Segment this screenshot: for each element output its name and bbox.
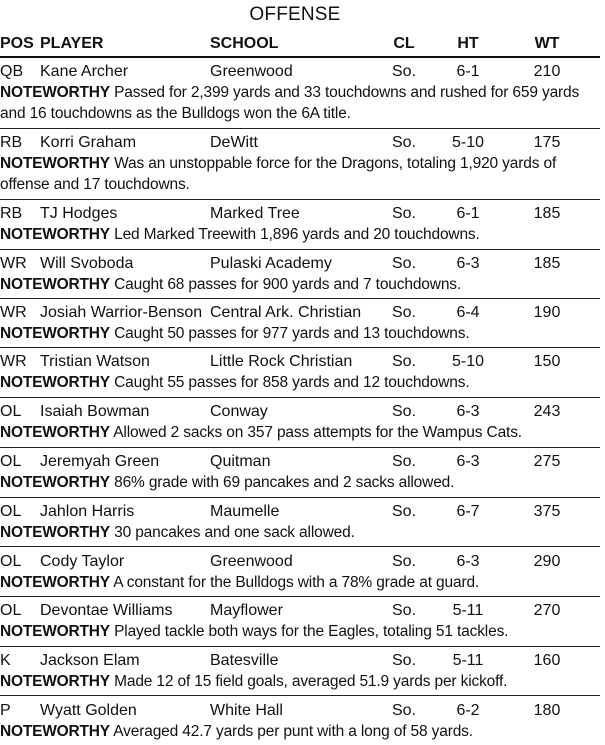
row-divider	[0, 646, 600, 647]
player-row	[0, 351, 600, 373]
note-text: Played tackle both ways for the Eagles, totaling 51 tackles.	[109, 623, 509, 640]
player-school: White Hall	[210, 702, 283, 719]
player-row	[0, 401, 600, 423]
noteworthy-label: NOTEWORTHY	[0, 574, 110, 591]
player-class: So.	[391, 353, 417, 370]
player-note	[0, 572, 604, 593]
player-height: 6-4	[456, 304, 480, 321]
player-note	[0, 621, 604, 642]
player-class: So.	[391, 553, 417, 570]
player-height: 5-10	[451, 353, 485, 370]
player-pos: WR	[0, 353, 27, 370]
column-header-row	[0, 33, 600, 55]
player-row	[0, 700, 600, 722]
player-note	[0, 671, 604, 692]
player-name: Cody Taylor	[40, 553, 125, 570]
noteworthy-label: NOTEWORTHY	[0, 84, 110, 101]
row-divider	[0, 546, 600, 547]
player-name: Josiah Warrior-Benson	[40, 304, 203, 321]
noteworthy-label: NOTEWORTHY	[0, 723, 110, 740]
row-divider	[0, 347, 600, 348]
player-height: 6-3	[456, 553, 480, 570]
note-text: Averaged 42.7 yards per punt with a long of 58 yards.	[109, 723, 473, 740]
noteworthy-label: NOTEWORTHY	[0, 155, 110, 172]
row-divider	[0, 447, 600, 448]
noteworthy-label: NOTEWORTHY	[0, 226, 110, 243]
player-name: Will Svoboda	[40, 255, 134, 272]
row-divider	[0, 199, 600, 200]
player-pos: RB	[0, 205, 23, 222]
header-school: SCHOOL	[210, 35, 279, 52]
player-weight: 150	[533, 353, 561, 370]
header-wt: WT	[534, 35, 560, 52]
player-name: Korri Graham	[40, 134, 137, 151]
player-note	[0, 323, 604, 344]
player-pos: OL	[0, 553, 22, 570]
player-school: Maumelle	[210, 503, 280, 520]
player-weight: 270	[533, 602, 561, 619]
note-text: 86% grade with 69 pancakes and 2 sacks allowed.	[109, 474, 455, 491]
player-weight: 185	[533, 205, 561, 222]
player-row	[0, 253, 600, 275]
player-school: Batesville	[210, 652, 279, 669]
player-weight: 210	[533, 63, 561, 80]
note-text: A constant for the Bulldogs with a 78% grade at guard.	[109, 574, 480, 591]
player-row	[0, 600, 600, 622]
player-school: DeWitt	[210, 134, 258, 151]
player-note	[0, 224, 604, 245]
row-divider	[0, 298, 600, 299]
player-school: Conway	[210, 403, 268, 420]
player-weight: 375	[533, 503, 561, 520]
noteworthy-label: NOTEWORTHY	[0, 424, 110, 441]
player-class: So.	[391, 304, 417, 321]
note-text: Led Marked Treewith 1,896 yards and 20 touchdowns.	[109, 226, 480, 243]
player-school: Marked Tree	[210, 205, 300, 222]
player-name: Jeremyah Green	[40, 453, 160, 470]
player-height: 6-3	[456, 255, 480, 272]
player-weight: 160	[533, 652, 561, 669]
player-class: So.	[391, 134, 417, 151]
player-class: So.	[391, 63, 417, 80]
row-divider	[0, 596, 600, 597]
player-weight: 185	[533, 255, 561, 272]
player-school: Quitman	[210, 453, 271, 470]
player-note	[0, 274, 604, 295]
player-pos: P	[0, 702, 11, 719]
player-pos: OL	[0, 503, 22, 520]
note-text: Was an unstoppable force for the Dragons, totaling 1,920 yards of offense and 17 touchdowns.	[0, 155, 557, 193]
noteworthy-label: NOTEWORTHY	[0, 276, 110, 293]
player-height: 6-7	[456, 503, 480, 520]
header-pos: POS	[0, 35, 34, 52]
player-name: TJ Hodges	[40, 205, 118, 222]
player-pos: OL	[0, 602, 22, 619]
row-divider	[0, 695, 600, 696]
player-pos: OL	[0, 453, 22, 470]
player-school: Little Rock Christian	[210, 353, 353, 370]
player-weight: 175	[533, 134, 561, 151]
player-school: Central Ark. Christian	[210, 304, 362, 321]
player-class: So.	[391, 602, 417, 619]
player-pos: RB	[0, 134, 23, 151]
player-height: 5-10	[451, 134, 485, 151]
player-name: Jahlon Harris	[40, 503, 135, 520]
player-name: Jackson Elam	[40, 652, 140, 669]
player-row	[0, 203, 600, 225]
player-row	[0, 451, 600, 473]
player-row	[0, 61, 600, 83]
noteworthy-label: NOTEWORTHY	[0, 325, 110, 342]
header-rule	[0, 56, 600, 58]
player-height: 6-3	[456, 403, 480, 420]
player-name: Kane Archer	[40, 63, 129, 80]
player-row	[0, 551, 600, 573]
player-height: 5-11	[452, 652, 484, 669]
section-title: OFFENSE	[249, 4, 341, 25]
player-height: 6-1	[456, 205, 480, 222]
note-text: Passed for 2,399 yards and 33 touchdowns and rushed for 659 yards and 16 touchdowns as the Bulldogs won the 6A title.	[0, 84, 580, 122]
player-height: 5-11	[452, 602, 484, 619]
player-name: Isaiah Bowman	[40, 403, 150, 420]
player-class: So.	[391, 255, 417, 272]
player-class: So.	[391, 652, 417, 669]
noteworthy-label: NOTEWORTHY	[0, 374, 110, 391]
note-text: Made 12 of 15 field goals, averaged 51.9 yards per kickoff.	[109, 673, 508, 690]
noteworthy-label: NOTEWORTHY	[0, 673, 110, 690]
player-class: So.	[391, 503, 417, 520]
player-height: 6-1	[456, 63, 480, 80]
player-weight: 190	[533, 304, 561, 321]
player-height: 6-3	[456, 453, 480, 470]
note-text: Allowed 2 sacks on 357 pass attempts for the Wampus Cats.	[109, 424, 522, 441]
player-note	[0, 721, 604, 742]
player-weight: 180	[533, 702, 561, 719]
header-cl: CL	[393, 35, 415, 52]
player-note	[0, 372, 604, 393]
noteworthy-label: NOTEWORTHY	[0, 474, 110, 491]
player-pos: WR	[0, 255, 27, 272]
row-divider	[0, 497, 600, 498]
note-text: Caught 68 passes for 900 yards and 7 touchdowns.	[109, 276, 462, 293]
player-pos: QB	[0, 63, 24, 80]
player-note	[0, 422, 604, 443]
player-class: So.	[391, 453, 417, 470]
player-note	[0, 82, 604, 124]
row-divider	[0, 397, 600, 398]
note-text: 30 pancakes and one sack allowed.	[109, 524, 355, 541]
noteworthy-label: NOTEWORTHY	[0, 524, 110, 541]
note-text: Caught 50 passes for 977 yards and 13 touchdowns.	[109, 325, 470, 342]
player-school: Greenwood	[210, 553, 293, 570]
player-row	[0, 650, 600, 672]
player-class: So.	[391, 205, 417, 222]
player-name: Wyatt Golden	[40, 702, 137, 719]
player-school: Greenwood	[210, 63, 293, 80]
player-note	[0, 522, 604, 543]
note-text: Caught 55 passes for 858 yards and 12 touchdowns.	[109, 374, 470, 391]
player-class: So.	[391, 702, 417, 719]
player-name: Tristian Watson	[40, 353, 150, 370]
player-weight: 275	[533, 453, 561, 470]
player-row	[0, 132, 600, 154]
row-divider	[0, 249, 600, 250]
player-row	[0, 501, 600, 523]
player-pos: OL	[0, 403, 22, 420]
player-note	[0, 472, 604, 493]
header-player: PLAYER	[40, 35, 104, 52]
player-pos: WR	[0, 304, 27, 321]
player-note	[0, 153, 604, 195]
player-school: Pulaski Academy	[210, 255, 332, 272]
player-name: Devontae Williams	[40, 602, 173, 619]
player-row	[0, 302, 600, 324]
noteworthy-label: NOTEWORTHY	[0, 623, 110, 640]
row-divider	[0, 128, 600, 129]
player-weight: 243	[533, 403, 561, 420]
player-pos: K	[0, 652, 11, 669]
player-school: Mayflower	[210, 602, 283, 619]
header-ht: HT	[457, 35, 479, 52]
player-weight: 290	[533, 553, 561, 570]
player-height: 6-2	[456, 702, 480, 719]
player-class: So.	[391, 403, 417, 420]
